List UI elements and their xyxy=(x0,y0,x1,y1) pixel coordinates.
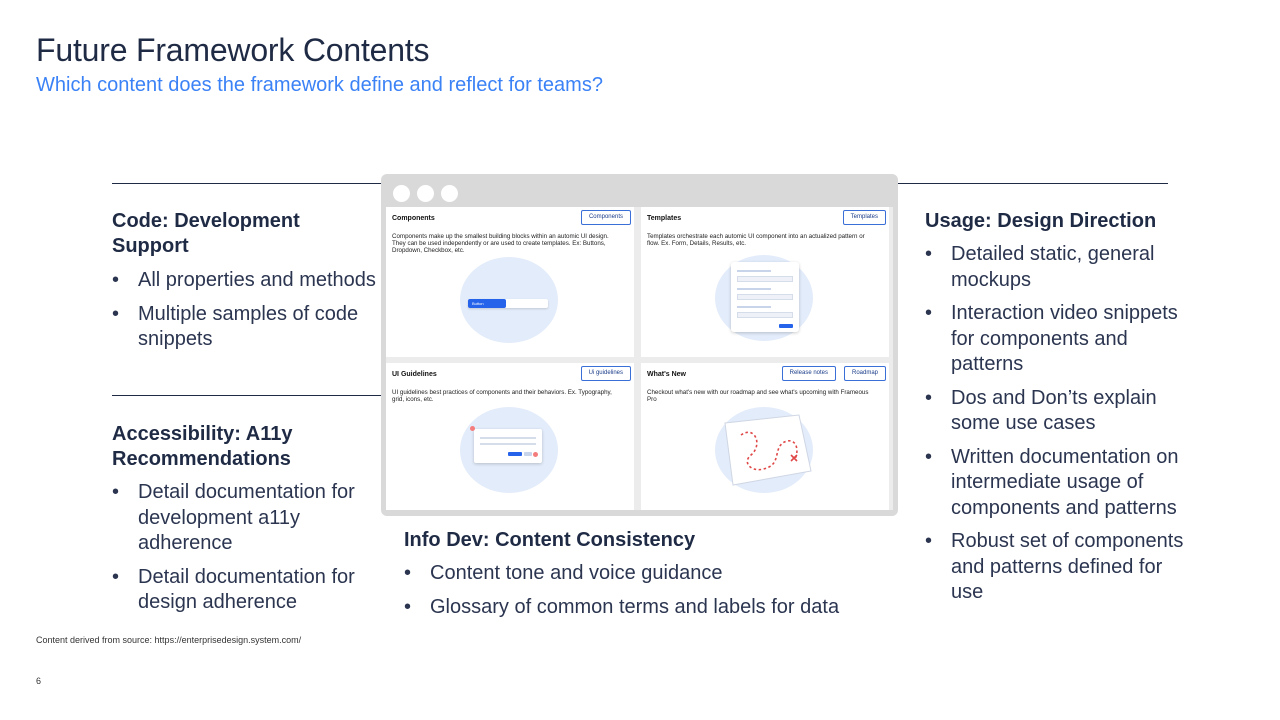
list-item: • Content tone and voice guidance xyxy=(404,561,884,587)
list-item: • Multiple samples of code snippets xyxy=(112,302,384,353)
slide-title: Future Framework Contents xyxy=(36,32,430,68)
usage-bullet-list xyxy=(925,242,1195,614)
list-item: • Robust set of components and patterns defined for use xyxy=(925,529,1195,606)
panel-description: Components make up the smallest building blocks within an automic UI design. They can be used independently or are used to create templates. Ex: Buttons, Dropdown, Checkbox, etc. xyxy=(392,233,609,254)
panel-description: Checkout what's new with our roadmap and see what's upcoming with Frameous Pro xyxy=(647,389,869,403)
slide-subtitle: Which content does the framework define and reflect for teams? xyxy=(36,74,603,96)
window-dot-icon xyxy=(417,185,434,202)
list-item: • Detailed static, general mockups xyxy=(925,242,1195,293)
panel-description: Templates orchestrate each automic UI component into an actualized pattern or flow. Ex. Form, Details, Results, etc. xyxy=(647,233,865,247)
divider-top-right xyxy=(898,183,1168,184)
code-bullet-list xyxy=(112,268,384,361)
panel-description: UI guidelines best practices of components and their behaviors. Ex. Typography, grid, icons, etc. xyxy=(392,389,612,403)
a11y-bullet-list xyxy=(112,480,384,624)
components-button[interactable]: Components xyxy=(581,210,631,225)
window-dot-icon xyxy=(393,185,410,202)
divider-mid-left xyxy=(112,395,382,396)
panel-title: What's New xyxy=(647,371,687,378)
templates-button[interactable]: Templates xyxy=(843,210,886,225)
window-dot-icon xyxy=(441,185,458,202)
sample-button-illustration xyxy=(468,299,548,308)
panel-title: Components xyxy=(392,215,435,222)
list-item: • Detail documentation for design adherence xyxy=(112,565,384,616)
list-item: • Interaction video snippets for components and patterns xyxy=(925,301,1195,378)
list-item: • All properties and methods xyxy=(112,268,384,294)
browser-window-mockup xyxy=(381,174,898,516)
form-template-illustration xyxy=(731,262,799,332)
a11y-section-heading xyxy=(112,422,292,472)
code-section-heading xyxy=(112,209,300,259)
infodev-section-heading: Info Dev: Content Consistency xyxy=(404,529,696,551)
roadmap-map-icon xyxy=(711,411,821,491)
list-item: • Detail documentation for development a11y adherence xyxy=(112,480,384,557)
components-panel xyxy=(386,207,634,357)
a11y-heading-line1: Accessibility: A11y xyxy=(112,423,293,445)
list-item: • Dos and Don’ts explain some use cases xyxy=(925,386,1195,437)
divider-top-left xyxy=(112,183,382,184)
whats-new-panel xyxy=(641,363,889,510)
list-item: • Glossary of common terms and labels for data xyxy=(404,595,884,621)
page-number: 6 xyxy=(36,676,42,686)
release-notes-button[interactable]: Release notes xyxy=(782,366,836,381)
source-footnote: Content derived from source: https://enterprisedesign.system.com/ xyxy=(36,635,302,645)
ui-guidelines-panel xyxy=(386,363,634,510)
a11y-heading-line2: Recommendations xyxy=(112,448,291,470)
guideline-card-illustration xyxy=(474,429,542,463)
code-heading-line2: Support xyxy=(112,235,189,257)
infodev-bullet-list xyxy=(404,561,884,628)
panel-title: Templates xyxy=(647,215,682,222)
code-heading-line1: Code: Development xyxy=(112,210,300,232)
list-item: • Written documentation on intermediate usage of components and patterns xyxy=(925,445,1195,522)
sample-button-label: Button xyxy=(468,299,506,308)
roadmap-button[interactable]: Roadmap xyxy=(844,366,886,381)
usage-section-heading: Usage: Design Direction xyxy=(925,210,1157,232)
doc-site-panel-grid xyxy=(386,207,893,510)
templates-panel xyxy=(641,207,889,357)
panel-title: UI Guidelines xyxy=(392,371,437,378)
ui-guidelines-button[interactable]: Ui guidelines xyxy=(581,366,631,381)
